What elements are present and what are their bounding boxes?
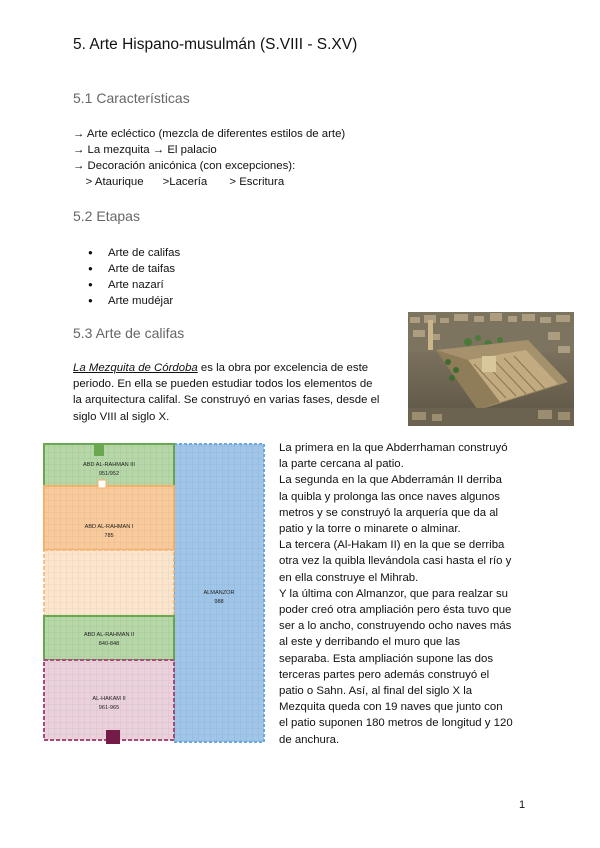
body-line: patio y la torre o minarete o alminar. [279, 523, 461, 536]
zone-label: ALMANZOR [203, 590, 235, 596]
body-line: de anchura. [279, 733, 340, 746]
zone-label: ABD AL-RAHMAN III [83, 462, 135, 468]
section-heading-caracteristicas: 5.1 Características [73, 90, 190, 106]
page-title: 5. Arte Hispano-musulmán (S.VIII - S.XV) [73, 36, 358, 53]
section-heading-etapas: 5.2 Etapas [73, 208, 140, 224]
minaret-icon [94, 444, 104, 456]
intro-line: periodo. En ella se pueden estudiar todos los elementos de [73, 378, 373, 391]
body-line: La tercera (Al-Hakam II) en la que se derriba [279, 539, 505, 552]
page-number: 1 [519, 799, 526, 811]
caracteristica-line: > Ataurique >Lacería > Escritura [73, 176, 285, 188]
body-line: terceras partes pero además construyó el [279, 668, 490, 681]
zone-label: ABD AL-RAHMAN II [83, 632, 135, 638]
body-line: el patio suponen 180 metros de longitud y 120 [279, 717, 513, 730]
body-line: al este y derribando el muro que las [279, 636, 461, 649]
body-line: separaba. Esta ampliación supone las dos [279, 652, 494, 665]
zone-date: 951/952 [98, 471, 120, 477]
mezquita-link[interactable]: La Mezquita de Córdoba [73, 362, 198, 374]
body-line: ser a lo ancho, construyendo ocho naves más [279, 620, 512, 633]
caracteristica-line: → Decoración anicónica (con excepciones): [73, 160, 296, 172]
caracteristicas-list [73, 126, 345, 190]
zone-date: 840-848 [98, 641, 120, 647]
intro-paragraph [73, 360, 379, 425]
caracteristica-line: → Arte ecléctico (mezcla de diferentes estilos de arte) [73, 128, 346, 140]
mezquita-aerial-photo [408, 312, 574, 426]
body-line: poder creó otra ampliación pero ésta tuvo que [279, 604, 512, 617]
zone-label: ABD AL-RAHMAN I [84, 524, 134, 530]
zone-date: 988 [214, 599, 224, 605]
zone-date: 961-965 [98, 705, 120, 711]
list-item: ● Arte nazarí [88, 277, 180, 293]
mihrab-icon [106, 730, 120, 744]
fases-paragraph [279, 440, 513, 748]
list-item: ● Arte mudéjar [88, 293, 180, 309]
intro-line: es la obra por excelencia de este [197, 362, 369, 374]
mezquita-floor-plan [42, 440, 270, 746]
body-line: la quibla y prolonga las once naves algunos [279, 490, 501, 503]
body-line: Mezquita queda con 19 naves que junto con [279, 701, 503, 714]
body-line: patio o Sahn. Así, al final del siglo X la [279, 685, 473, 698]
body-line: la parte cercana al patio. [279, 458, 404, 471]
section-heading-califas: 5.3 Arte de califas [73, 325, 185, 341]
body-line: Y la última con Almanzor, que para realzar su [279, 587, 508, 600]
body-line: La primera en la que Abderrhaman construyó [279, 442, 508, 454]
zone-label: AL-HAKAM II [92, 696, 126, 702]
intro-line: siglo VIII al siglo X. [73, 410, 170, 423]
body-line: otra vez la quibla llevándola casi hasta el río y [279, 555, 512, 568]
list-item: ● Arte de califas [88, 245, 180, 261]
list-item: ● Arte de taifas [88, 261, 180, 277]
body-line: en ella construye el Mihrab. [279, 571, 419, 584]
caracteristica-line: → La mezquita → El palacio [73, 144, 217, 156]
body-line: La segunda en la que Abderramán II derriba [279, 474, 502, 487]
intro-line: la arquitectura califal. Se construyó en varias fases, desde el [73, 394, 380, 407]
body-line: metros y se construyó la arquería que da al [279, 506, 499, 519]
etapas-list [88, 245, 180, 309]
zone-date: 785 [104, 533, 114, 539]
